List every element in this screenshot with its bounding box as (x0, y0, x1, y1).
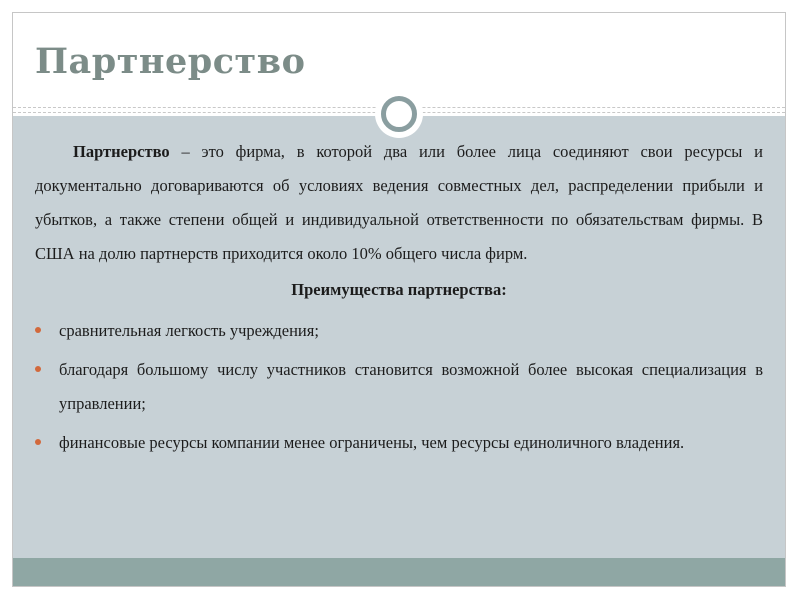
bullet-icon (35, 439, 41, 445)
advantages-heading: Преимущества партнерства: (291, 280, 507, 299)
list-item-text: финансовые ресурсы компании менее ограничены, чем ресурсы единоличного владения. (59, 433, 685, 452)
definition-paragraph (35, 135, 763, 271)
slide-title: Партнерство (35, 41, 306, 82)
list-item-text: благодаря большому числу участников становится возможной более высокая специализация в управлении; (59, 360, 763, 413)
slide (12, 12, 786, 587)
list-item (35, 426, 763, 460)
circle-ornament-icon (375, 90, 423, 138)
list-item-text: сравнительная легкость учреждения; (59, 321, 319, 340)
bullet-icon (35, 366, 41, 372)
slide-body (35, 135, 763, 462)
list-item (35, 314, 763, 348)
bullet-icon (35, 327, 41, 333)
list-item (35, 353, 763, 421)
definition-text: – это фирма, в которой два или более лица соединяют свои ресурсы и документально договариваются об условиях ведения совместных дел, распределении прибыли и убытков, а также степени общей и индивидуальной ответственности по обязательствам фирмы. В США на долю партнерств приходится около 10% общего числа фирм. (35, 142, 763, 263)
definition-term: Партнерство (73, 142, 170, 161)
footer-bar (13, 558, 785, 587)
advantages-list (35, 314, 763, 460)
